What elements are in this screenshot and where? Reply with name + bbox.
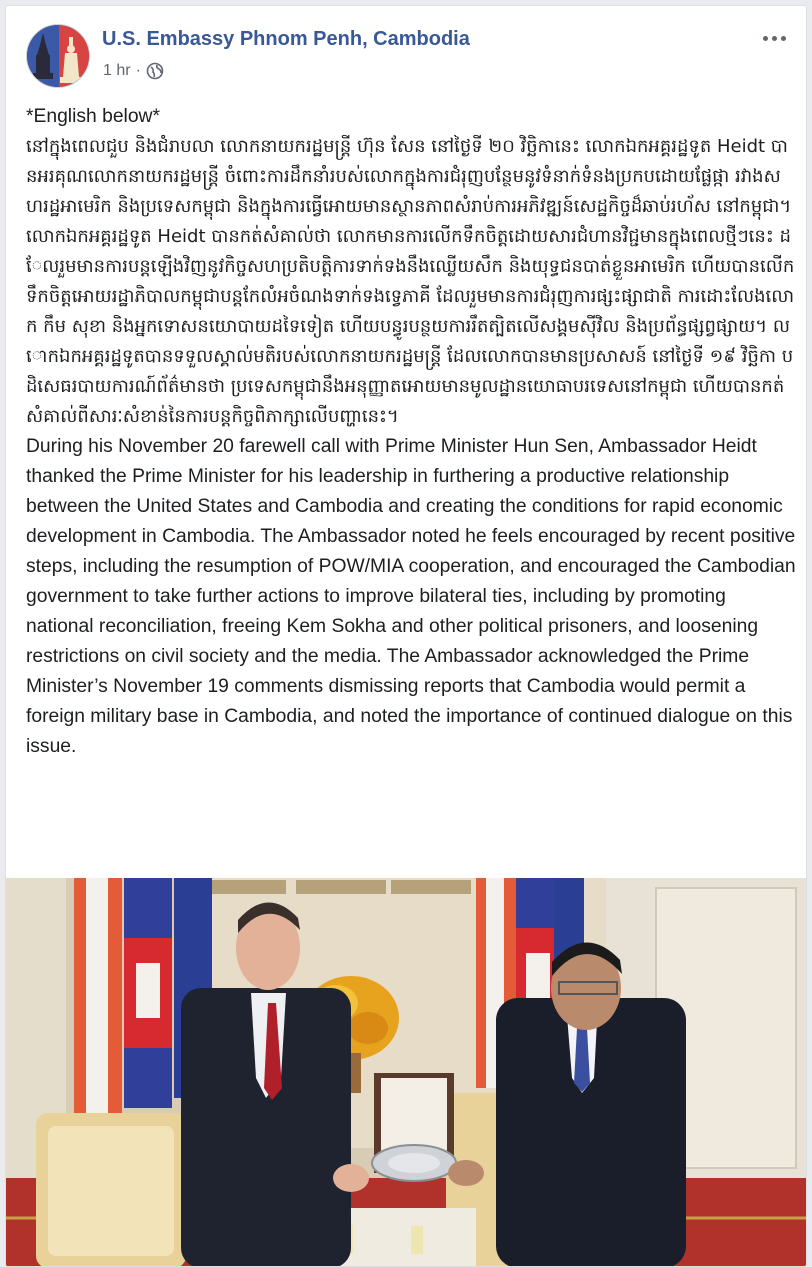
post-intro: *English below*: [26, 106, 160, 127]
post-english-text: During his November 20 farewell call with Prime Minister Hun Sen, Ambassador Heidt thanked the Prime Minister for his leadership in furthering a productive relationship between the United States and Cambodia and creating the conditions for rapid economic development in Cambodia. The Ambassador noted he feels encouraged by recent positive steps, including the resumption of POW/MIA cooperation, and encouraged the Cambodian government to take further actions to improve bilateral ties, including by promoting national reconciliation, freeing Kem Sokha and other political prisoners, and loosening restrictions on civil society and the media. The Ambassador acknowledged the Prime Minister’s November 19 comments dismissing reports that Cambodia would permit a foreign military base in Cambodia, and noted the importance of continued dialogue on this issue.: [26, 436, 796, 757]
page-avatar[interactable]: [26, 24, 90, 88]
post-timestamp[interactable]: 1 hr: [103, 62, 131, 79]
meta-separator: ·: [135, 62, 141, 79]
post-photo[interactable]: [6, 878, 807, 1267]
facebook-post: [5, 5, 807, 1267]
dot-2: [772, 36, 777, 41]
dot-1: [763, 36, 768, 41]
globe-icon[interactable]: [146, 62, 164, 80]
post-meta: [103, 62, 164, 80]
post-header: [6, 6, 806, 98]
dot-3: [781, 36, 786, 41]
post-body: [26, 102, 796, 762]
more-dots-icon[interactable]: [758, 28, 790, 48]
page-name-link[interactable]: U.S. Embassy Phnom Penh, Cambodia: [102, 28, 470, 50]
post-khmer-text: នៅក្នុងពេលជួប និងជំរាបលា លោកនាយករដ្ឋមន្ត្រី ហ៊ុន សែន នៅថ្ងៃទី ២០ វិច្ឆិកានេះ លោកឯកអគ្គរដ្ឋទូត Heidt បានអរគុណលោកនាយករដ្ឋមន្ត្រី ចំពោះការដឹកនាំរបស់លោកក្នុងការជំរុញបន្ថែមនូវទំនាក់ទំនងប្រកបដោយផ្លែផ្កា រវាងសហរដ្ឋអាមេរិក និងប្រទេសកម្ពុជា និងក្នុងការធ្វើអោយមានស្ថានភាពសំរាប់ការអភិវឌ្ឍន៍សេដ្ឋកិច្ចដ៏ឆាប់រហ័ស នៅកម្ពុជា។ លោកឯកអគ្គរដ្ឋទូត Heidt បានកត់សំគាល់ថា លោកមានការលើកទឹកចិត្តដោយសារជំហានវិជ្ជមានក្នុងពេលថ្មីៗនេះ ដែលរួមមានការបន្តឡើងវិញនូវកិច្ចសហប្រតិបត្តិការទាក់ទងនឹងឈ្លើយសឹក និងយុទ្ធជនបាត់ខ្លួនអាមេរិក ហើយបានលើកទឹកចិត្តអោយរដ្ឋាភិបាលកម្ពុជាបន្តកែលំអចំណងទាក់ទងទ្វេភាគី ដែលរួមមានការជំរុញការផ្សះផ្សាជាតិ ការដោះលែងលោក កឹម សុខា និងអ្នកទោសនយោបាយដទៃទៀត ហើយបន្ធូរបន្ថយការរឹតត្បិតលើសង្គមស៊ីវិល និងប្រព័ន្ធផ្សព្វផ្សាយ។ លោកឯកអគ្គរដ្ឋទូតបានទទួលស្គាល់មតិរបស់លោកនាយករដ្ឋមន្ត្រី ដែលលោកបានមានប្រសាសន៍ នៅថ្ងៃទី ១៩ វិច្ឆិកា បដិសេធរបាយការណ៍ព័ត៌មានថា ប្រទេសកម្ពុជានឹងអនុញ្ញាតអោយមានមូលដ្ឋានយោធាបរទេសនៅកម្ពុជា ហើយបានកត់សំគាល់ពីសារៈសំខាន់នៃការបន្តកិច្ចពិភាក្សាលើបញ្ហានេះ។: [26, 136, 795, 427]
